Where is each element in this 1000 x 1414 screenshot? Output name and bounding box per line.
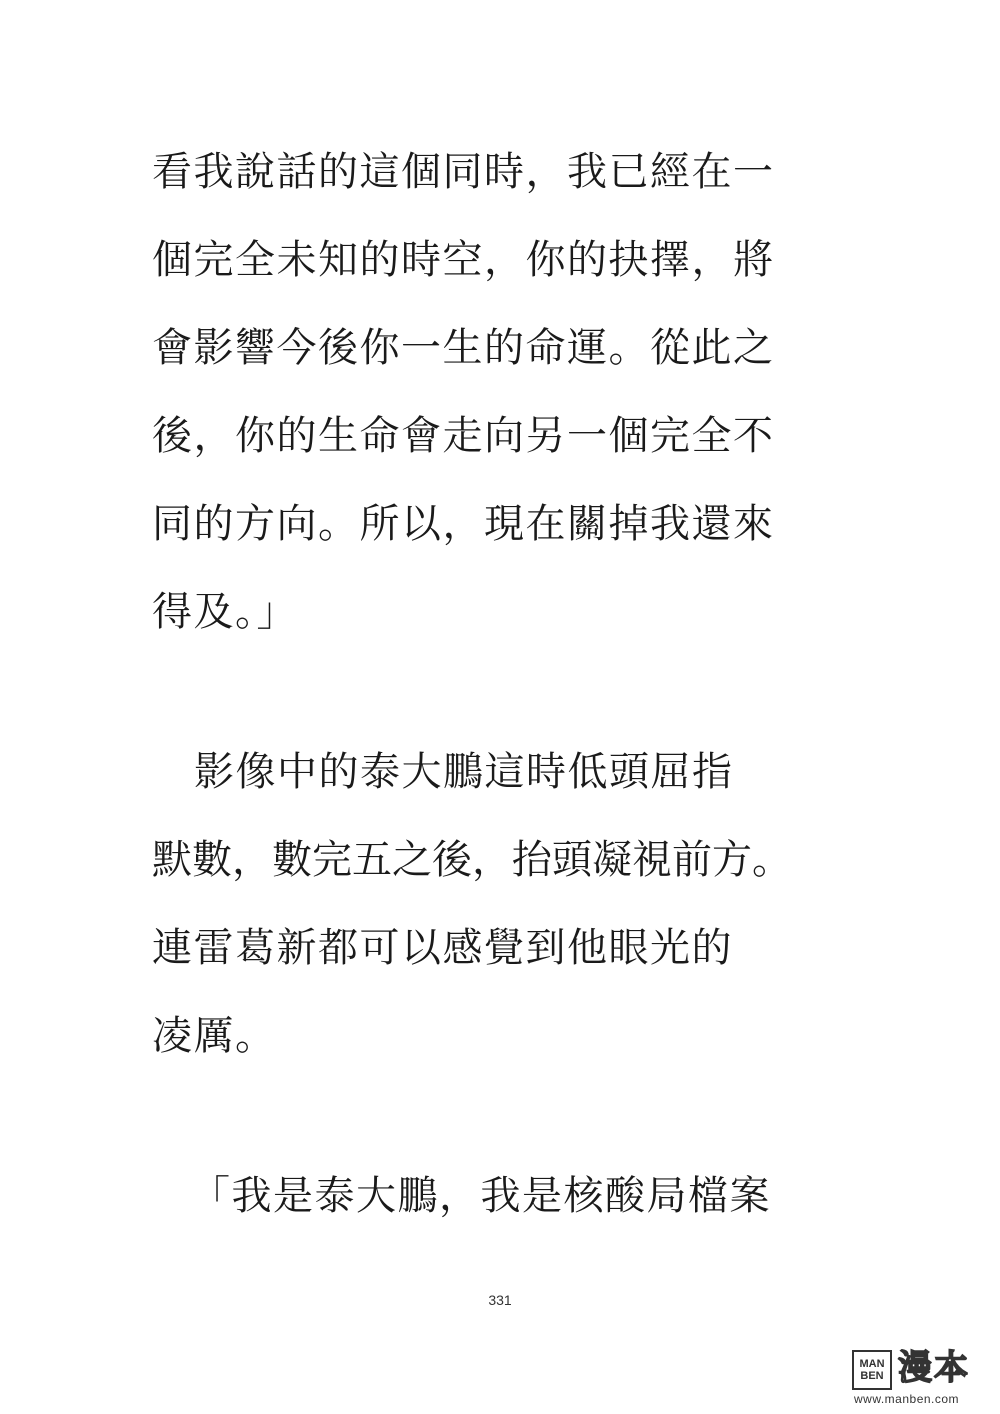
text-line: 看我說話的這個同時，我已經在一 xyxy=(152,149,775,195)
logo-text-bottom: BEN xyxy=(860,1370,884,1382)
text-line: 連雷葛新都可以感覺到他眼光的 xyxy=(152,925,733,971)
manben-logo-icon xyxy=(852,1350,892,1390)
text-line: 後，你的生命會走向另一個完全不 xyxy=(152,413,775,459)
text-line: 影像中的泰大鵬這時低頭屈指 xyxy=(194,749,734,795)
text-line: 默數，數完五之後，抬頭凝視前方。 xyxy=(152,837,792,883)
text-line: 會影響今後你一生的命運。從此之 xyxy=(152,325,775,371)
text-line: 凌厲。 xyxy=(152,1013,277,1059)
text-line: 得及。」 xyxy=(152,589,298,635)
text-line: 「我是泰大鵬，我是核酸局檔案 xyxy=(190,1173,771,1219)
text-line: 同的方向。所以，現在關掉我還來 xyxy=(152,501,775,547)
logo-text-top: MAN xyxy=(859,1358,885,1370)
manben-watermark xyxy=(852,1350,992,1406)
watermark-title: 漫本 xyxy=(898,1348,970,1388)
page-number: 331 xyxy=(488,1292,512,1308)
text-line: 個完全未知的時空，你的抉擇，將 xyxy=(152,237,775,283)
watermark-url: www.manben.com xyxy=(854,1392,960,1406)
